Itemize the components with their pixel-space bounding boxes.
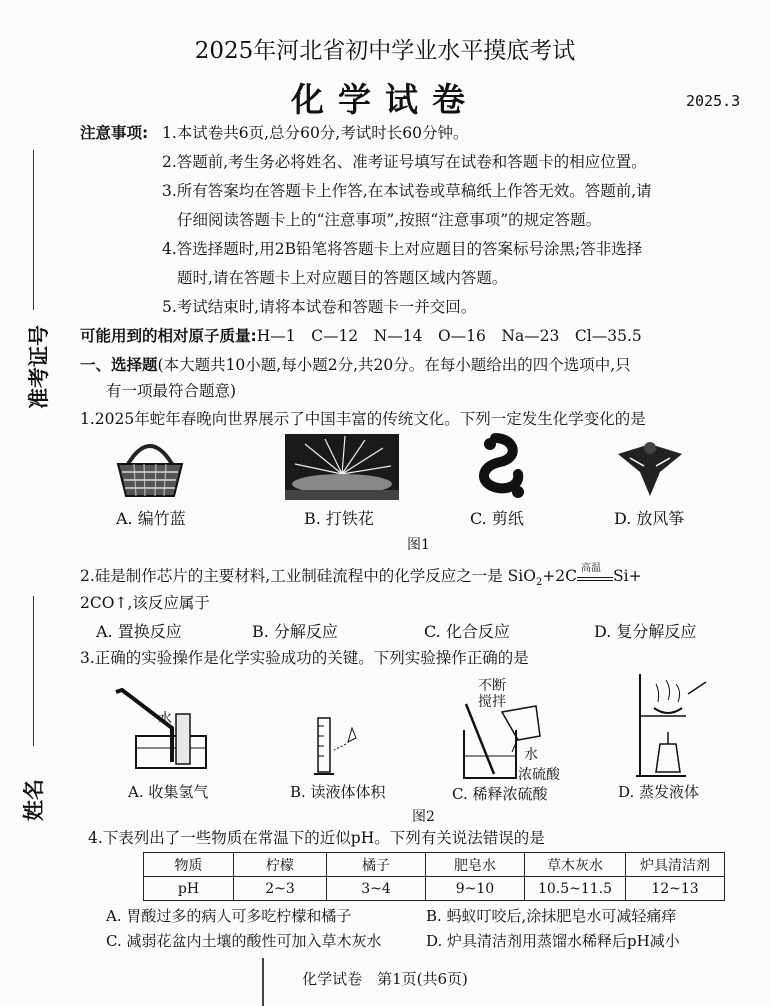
q2-option-a: A. 置换反应: [96, 622, 182, 641]
exam-date: 2025.3: [686, 92, 741, 110]
q2-option-b: B. 分解反应: [252, 622, 338, 641]
note-4-cont: 题时,请在答题卡上对应题目的答题区域内答题。: [177, 269, 508, 287]
note-2: 2.答题前,考生务必将姓名、准考证号填写在试卷和答题卡的相应位置。: [162, 153, 647, 171]
kite-image: [610, 436, 690, 498]
note-5: 5.考试结束时,请将本试卷和答题卡一并交回。: [162, 298, 477, 316]
subject-title: 化学试卷: [291, 80, 479, 119]
graduated-cylinder: [312, 716, 372, 778]
table-row: [144, 877, 725, 901]
exam-title: 2025年河北省初中学业水平摸底考试: [194, 38, 576, 64]
q3-stem: 3.正确的实验操作是化学实验成功的关键。下列实验操作正确的是: [80, 649, 529, 667]
q2-option-d: D. 复分解反应: [594, 622, 697, 641]
table-cell: 12~13: [626, 877, 725, 901]
table-header-cell: 肥皂水: [426, 853, 525, 877]
table-cell: 10.5~11.5: [525, 877, 626, 901]
atomic-masses: [80, 325, 642, 347]
atomic-masses-label: 可能用到的相对原子质量:: [80, 327, 257, 345]
exam-id-line: [33, 150, 34, 310]
q2-stem-a: 2.硅是制作芯片的主要材料,工业制硅流程中的化学反应之一是 SiO: [80, 567, 536, 585]
gas-collection-apparatus: [112, 688, 212, 776]
q1-option-d: D. 放风筝: [614, 509, 685, 528]
q4-option-d: D. 炉具清洁剂用蒸馏水稀释后pH减小: [426, 932, 680, 950]
water-label: 水: [158, 711, 172, 727]
ph-table: [143, 852, 725, 901]
q2-line2-b: ,该反应属于: [127, 594, 210, 612]
q4-stem: 4.下表列出了一些物质在常温下的近似pH。下列有关说法错误的是: [88, 829, 545, 847]
q2-option-c: C. 化合反应: [424, 622, 510, 641]
q1-stem: 1.2025年蛇年春晚向世界展示了中国丰富的传统文化。下列一定发生化学变化的是: [80, 410, 646, 428]
acid-label: 浓硫酸: [518, 767, 560, 783]
q1-option-b: B. 打铁花: [304, 509, 374, 528]
reaction-arrow: [577, 563, 613, 581]
note-1: 1.本试卷共6页,总分60分,考试时长60分钟。: [162, 124, 469, 142]
table-header-cell: 柠檬: [234, 853, 327, 877]
name-line: [33, 596, 34, 746]
table-header-cell: 炉具清洁剂: [626, 853, 725, 877]
atomic-masses-values: H—1 C—12 N—14 O—16 Na—23 Cl—35.5: [256, 327, 642, 345]
section1-desc-cont: 有一项最符合题意): [106, 382, 237, 400]
iron-flower-image: [285, 434, 399, 500]
reaction-condition: 高温: [581, 563, 602, 574]
table-header-cell: 草木灰水: [525, 853, 626, 877]
table-cell: 2~3: [234, 877, 327, 901]
q2-stem-c: Si+: [613, 567, 642, 585]
table-header-cell: 物质: [144, 853, 234, 877]
q4-option-a: A. 胃酸过多的病人可多吃柠檬和橘子: [106, 907, 352, 925]
figure-2-caption: 图2: [412, 809, 435, 825]
stir-label-2: 搅拌: [478, 694, 506, 710]
gas-arrow-icon: ↑: [114, 594, 128, 612]
q3-option-a: A. 收集氢气: [128, 783, 209, 801]
exam-id-label: 准考证号: [27, 325, 51, 409]
basket-image: [110, 436, 190, 500]
q2-stem-line2: [80, 592, 210, 614]
note-3-cont: 仔细阅读答题卡上的“注意事项”,按照“注意事项”的规定答题。: [177, 211, 602, 229]
table-cell: pH: [144, 877, 234, 901]
paper-cut-image: [460, 432, 530, 502]
q4-option-c: C. 减弱花盆内土壤的酸性可加入草木灰水: [106, 932, 382, 950]
name-label: 姓名: [22, 779, 46, 821]
q3-option-d: D. 蒸发液体: [618, 783, 700, 801]
water-label-2: 水: [524, 747, 538, 763]
notes-label: 注意事项:: [80, 124, 149, 142]
q2-subscript: 2: [535, 577, 543, 589]
note-4: 4.答选择题时,用2B铅笔将答题卡上对应题目的答案标号涂黑;答非选择: [162, 240, 643, 258]
section1-title: 一、选择题: [80, 356, 158, 374]
table-cell: 3~4: [327, 877, 426, 901]
q1-option-c: C. 剪纸: [470, 509, 524, 528]
q4-option-b: B. 蚂蚁叮咬后,涂抹肥皂水可减轻痛痒: [426, 907, 677, 925]
evaporation-apparatus: [626, 672, 716, 780]
section1-desc: (本大题共10小题,每小题2分,共20分。在每小题给出的四个选项中,只: [157, 356, 631, 374]
q3-option-c: C. 稀释浓硫酸: [452, 785, 548, 803]
q2-stem-b: +2C: [542, 567, 578, 585]
stir-label-1: 不断: [478, 678, 506, 694]
table-cell: 9~10: [426, 877, 525, 901]
page-footer: 化学试卷 第1页(共6页): [302, 970, 468, 988]
note-3: 3.所有答案均在答题卡上作答,在本试卷或草稿纸上作答无效。答题前,请: [162, 182, 652, 200]
q1-option-a: A. 编竹蓝: [116, 509, 186, 528]
table-header-cell: 橘子: [327, 853, 426, 877]
q2-stem: [80, 565, 642, 594]
q3-option-b: B. 读液体体积: [290, 783, 386, 801]
table-row: [144, 853, 725, 877]
figure-1-caption: 图1: [407, 537, 430, 553]
q2-line2-a: 2CO: [80, 594, 115, 612]
section1-heading: [80, 354, 631, 376]
